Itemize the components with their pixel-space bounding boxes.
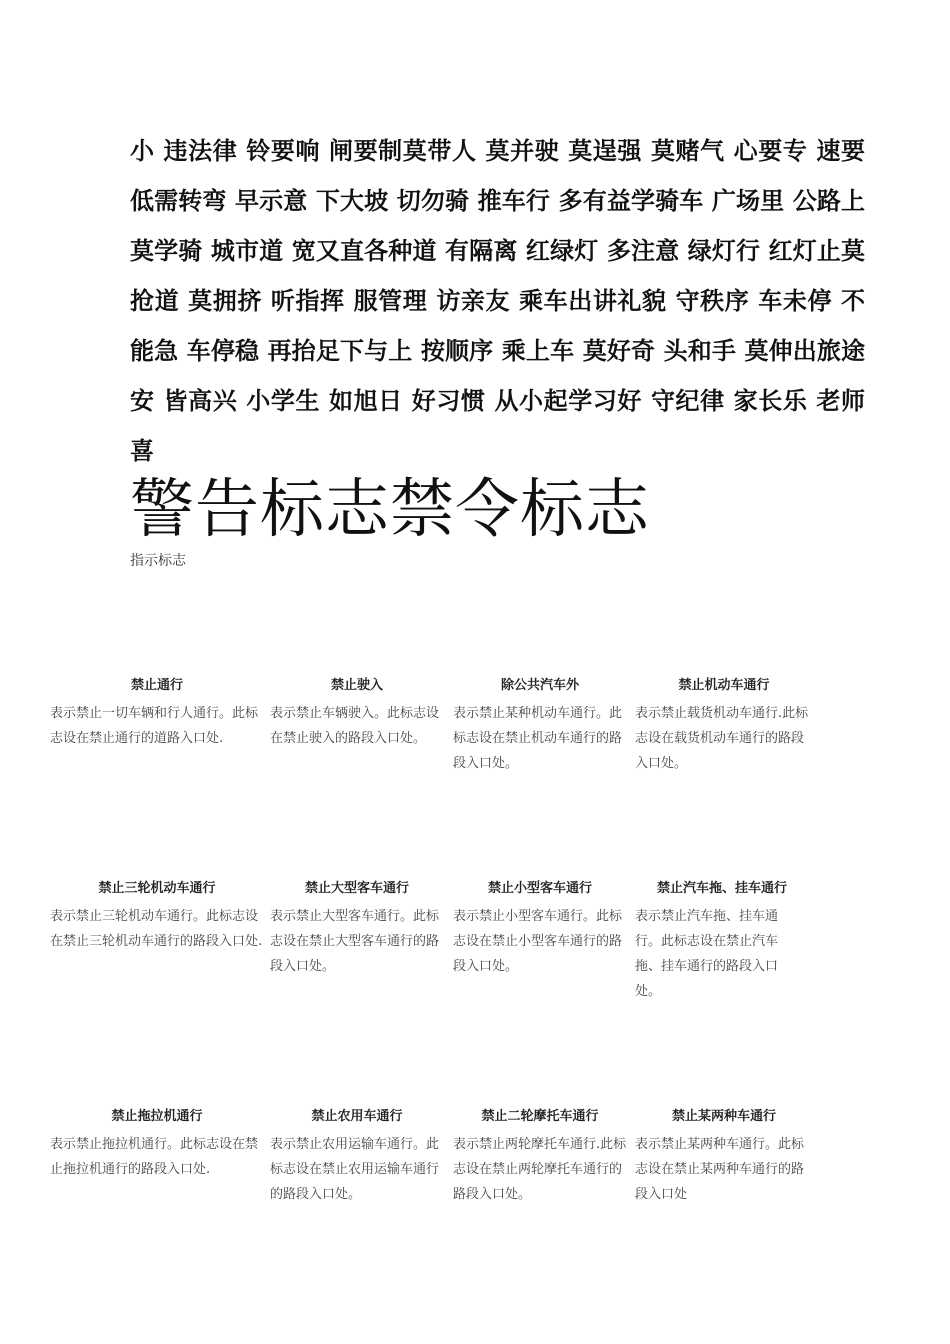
- sign-item: [451, 1108, 629, 1207]
- sign-item: [633, 677, 815, 776]
- sign-name: 禁止大型客车通行: [304, 881, 409, 896]
- sign-description: 表示禁止某种机动车通行。此标志设在禁止机动车通行的路段入口处。: [453, 706, 623, 771]
- sign-name: 禁止小型客车通行: [487, 881, 592, 896]
- sign-item: [48, 677, 266, 751]
- sign-item: [451, 677, 629, 776]
- sign-name: 禁止二轮摩托车通行: [481, 1109, 599, 1124]
- sign-name: 禁止机动车通行: [678, 678, 770, 693]
- sign-description: 表示禁止农用运输车通行。此标志设在禁止农用运输车通行的路段入口处。: [270, 1137, 440, 1202]
- sign-item: [451, 880, 629, 979]
- sign-item: [268, 880, 446, 979]
- sign-description: 表示禁止载货机动车通行.此标志设在载货机动车通行的路段入口处。: [635, 706, 809, 771]
- sign-name: 禁止拖拉机通行: [111, 1109, 203, 1124]
- section-subtitle: 指示标志: [130, 553, 186, 569]
- sign-name: 禁止三轮机动车通行: [98, 881, 216, 896]
- sign-description: 表示禁止大型客车通行。此标志设在禁止大型客车通行的路段入口处。: [270, 909, 440, 974]
- sign-item: [48, 880, 266, 954]
- sign-item: [633, 1108, 815, 1207]
- sign-description: 表示禁止两轮摩托车通行.此标志设在禁止两轮摩托车通行的路段入口处。: [453, 1137, 627, 1202]
- sign-description: 表示禁止小型客车通行。此标志设在禁止小型客车通行的路段入口处。: [453, 909, 623, 974]
- sign-name: 禁止汽车拖、挂车通行: [656, 881, 787, 896]
- sign-name: 禁止通行: [130, 678, 183, 693]
- sign-item: [633, 880, 803, 1004]
- sign-name: 禁止农用车通行: [311, 1109, 403, 1124]
- sign-description: 表示禁止一切车辆和行人通行。此标志设在禁止通行的道路入口处.: [50, 706, 259, 746]
- sign-description: 表示禁止三轮机动车通行。此标志设在禁止三轮机动车通行的路段入口处.: [50, 909, 263, 949]
- page-title: 警告标志禁令标志: [130, 473, 650, 547]
- sign-name: 除公共汽车外: [500, 678, 579, 693]
- safety-rhyme-text: 小 违法律 铃要响 闸要制莫带人 莫并驶 莫逞强 莫赌气 心要专 速要低需转弯 早示意 下大坡 切勿骑 推车行 多有益学骑车 广场里 公路上 莫学骑 城市道 宽又直各种道 有隔离 红绿灯 多注意 绿灯行 红灯止莫抢道 莫拥挤 听指挥 服管理 访亲友 乘车出讲礼貌 守秩序 车未停 不能急 车停稳 再抬足下与上 按顺序 乘上车 莫好奇 头和手 莫伸出旅途安 皆高兴 小学生 如旭日 好习惯 从小起学习好 守纪律 家长乐 老师喜: [130, 137, 865, 465]
- sign-description: 表示禁止汽车拖、挂车通行。此标志设在禁止汽车拖、挂车通行的路段入口处。: [635, 909, 779, 999]
- sign-item: [268, 1108, 446, 1207]
- sign-item: [48, 1108, 266, 1182]
- sign-description: 表示禁止车辆驶入。此标志设在禁止驶入的路段入口处。: [270, 706, 440, 746]
- sign-item: [268, 677, 446, 751]
- sign-description: 表示禁止拖拉机通行。此标志设在禁止拖拉机通行的路段入口处.: [50, 1137, 259, 1177]
- sign-name: 禁止驶入: [330, 678, 383, 693]
- sign-description: 表示禁止某两种车通行。此标志设在禁止某两种车通行的路段入口处: [635, 1137, 805, 1202]
- sign-name: 禁止某两种车通行: [671, 1109, 776, 1124]
